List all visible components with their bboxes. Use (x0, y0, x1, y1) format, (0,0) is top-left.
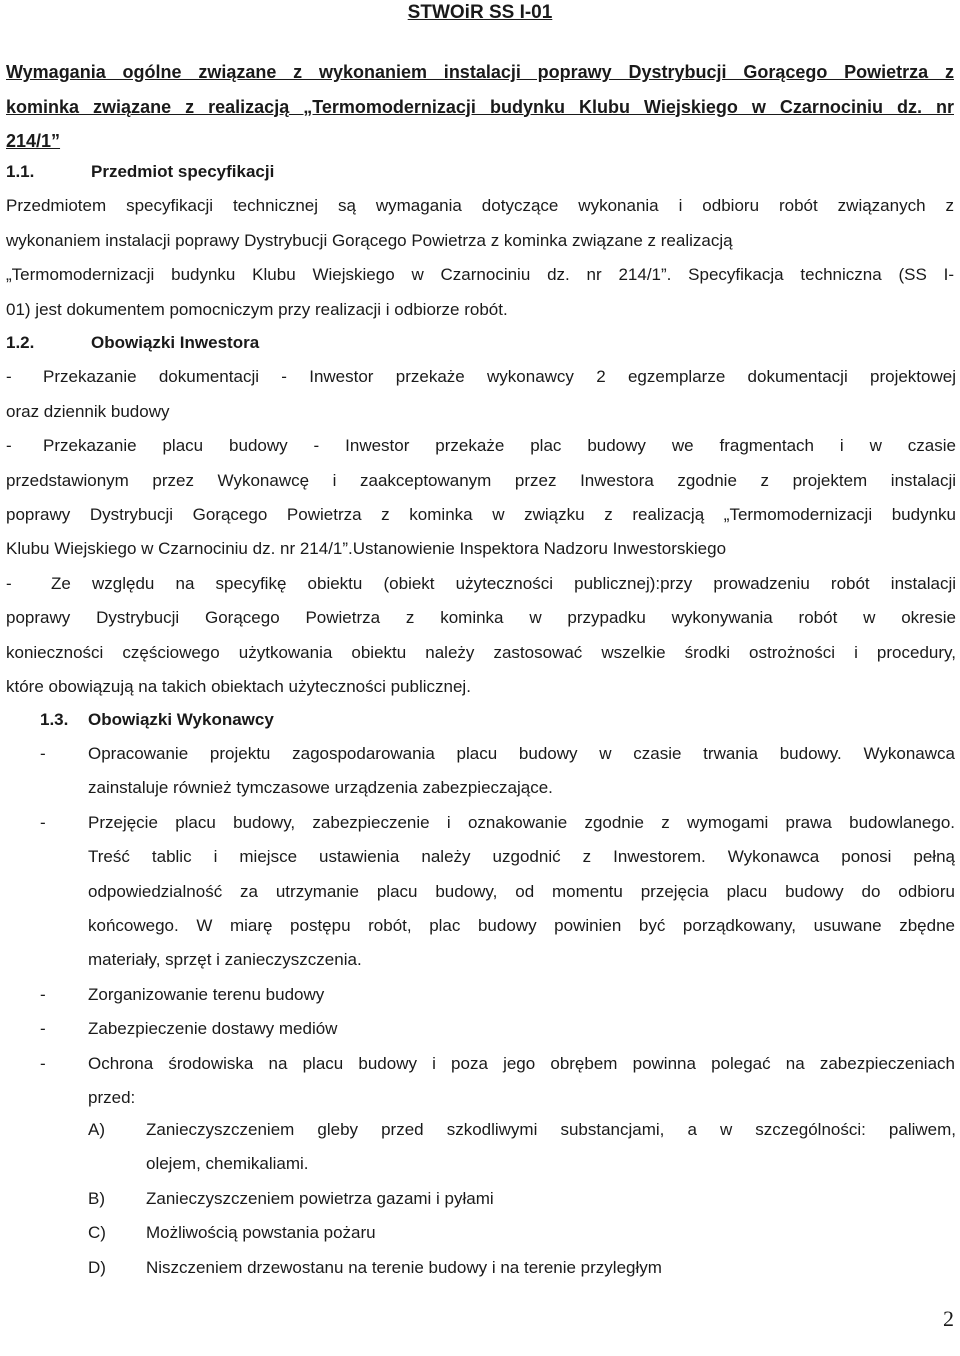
sublist-item: B) Zanieczyszczeniem powietrza gazami i pyłami (88, 1188, 494, 1208)
document-subject (6, 55, 954, 159)
section-1-2 (6, 326, 956, 704)
page-number: 2 (943, 1306, 954, 1331)
bullet-dash: - (6, 367, 12, 387)
paragraph-line: „Termomodernizacji budynku Klubu Wiejskiego w Czarnociniu dz. nr 214/1”. Specyfikacja techniczna (SS I- (6, 265, 954, 285)
subject-line: 214/1” (6, 131, 61, 151)
subject-line: kominka związane z realizacją „Termomodernizacji budynku Klubu Wiejskiego w Czarnociniu dz. nr (6, 96, 954, 117)
section-title: Przedmiot specyfikacji (91, 162, 275, 181)
list-item: - Ochrona środowiska na placu budowy i poza jego obrębem powinna polegać na zabezpieczeniach przed: (40, 1053, 955, 1108)
paragraph-line: konieczności częściowego użytkowania obiektu należy zastosować wszelkie środki ostrożności i procedury, (6, 642, 956, 662)
subject-line: Wymagania ogólne związane z wykonaniem instalacji poprawy Dystrybucji Gorącego Powietrza z (6, 62, 954, 82)
sublist-item: D) Niszczeniem drzewostanu na terenie budowy i na terenie przyległym (88, 1257, 662, 1277)
paragraph-line: oraz dziennik budowy (6, 401, 170, 421)
contractor-duties-list (40, 737, 955, 1115)
section-heading (6, 326, 956, 360)
paragraph-line: przedstawionym przez Wykonawcę i zaakceptowanym przez Inwestora zgodnie z projektem instalacji (6, 470, 956, 490)
document-title: STWOiR SS I-01 (407, 2, 553, 23)
section-1-1 (6, 155, 954, 327)
section-number: 1.1. (6, 162, 35, 181)
paragraph-line: które obowiązują na takich obiektach użyteczności publicznej. (6, 677, 471, 697)
paragraph-line: 01) jest dokumentem pomocniczym przy realizacji i odbiorze robót. (6, 299, 508, 319)
list-item: - Opracowanie projektu zagospodarowania placu budowy w czasie trwania budowy. Wykonawca zainstaluje również tymczasowe urządzenia zabezpieczające. (40, 744, 955, 798)
section-heading (40, 703, 940, 737)
list-item: - Zabezpieczenie dostawy mediów (40, 1019, 338, 1039)
section-title: Obowiązki Wykonawcy (88, 710, 274, 729)
bullet-dash: - (6, 436, 12, 456)
section-title: Obowiązki Inwestora (91, 333, 260, 352)
section-number: 1.2. (6, 333, 35, 352)
sublist-item: C) Możliwością powstania pożaru (88, 1223, 376, 1243)
paragraph-line: Przedmiotem specyfikacji technicznej są wymagania dotyczące wykonania i odbioru robót związanych z (6, 196, 954, 216)
list-item: - Przejęcie placu budowy, zabezpieczenie i oznakowanie zgodnie z wymogami prawa budowlanego. Treść tablic i miejsce ustawienia należy uzgodnić z Inwestorem. Wykonawca ponosi pełną odpowiedzialność za utrzymanie placu budowy, od momentu przejęcia placu budowy do odbioru końcowego. W miarę postępu robót, plac budowy powinien być porządkowany, usuwane zbędne materiały, sprzęt i zanieczyszczenia. (40, 812, 955, 970)
paragraph-line: - Przekazanie dokumentacji - Inwestor przekaże wykonawcy 2 egzemplarze dokumentacji projektowej (6, 360, 956, 394)
paragraph-line: - Ze względu na specyfikę obiektu (obiekt użyteczności publicznej):przy prowadzeniu robót instalacji (6, 567, 956, 601)
section-number: 1.3. (40, 710, 69, 729)
paragraph-line: poprawy Dystrybucji Gorącego Powietrza z kominka w związku z realizacją „Termomodernizacji budynku (6, 505, 956, 525)
section-heading (6, 155, 954, 189)
sublist-item: A) Zanieczyszczeniem gleby przed szkodliwymi substancjami, a w szczególności: paliwem, olejem, chemikaliami. (88, 1120, 956, 1174)
paragraph-line: Klubu Wiejskiego w Czarnociniu dz. nr 214/1”.Ustanowienie Inspektora Nadzoru Inwestorskiego (6, 539, 727, 559)
bullet-dash: - (6, 573, 12, 593)
paragraph-line: - Przekazanie placu budowy - Inwestor przekaże plac budowy we fragmentach i w czasie (6, 429, 956, 463)
paragraph-line: poprawy Dystrybucji Gorącego Powietrza z kominka w przypadku wykonywania robót w okresie (6, 608, 956, 628)
list-item: - Zorganizowanie terenu budowy (40, 984, 325, 1004)
paragraph-line: wykonaniem instalacji poprawy Dystrybucji Gorącego Powietrza z kominka związane z realizacją (6, 230, 733, 250)
protection-sublist (88, 1113, 956, 1285)
